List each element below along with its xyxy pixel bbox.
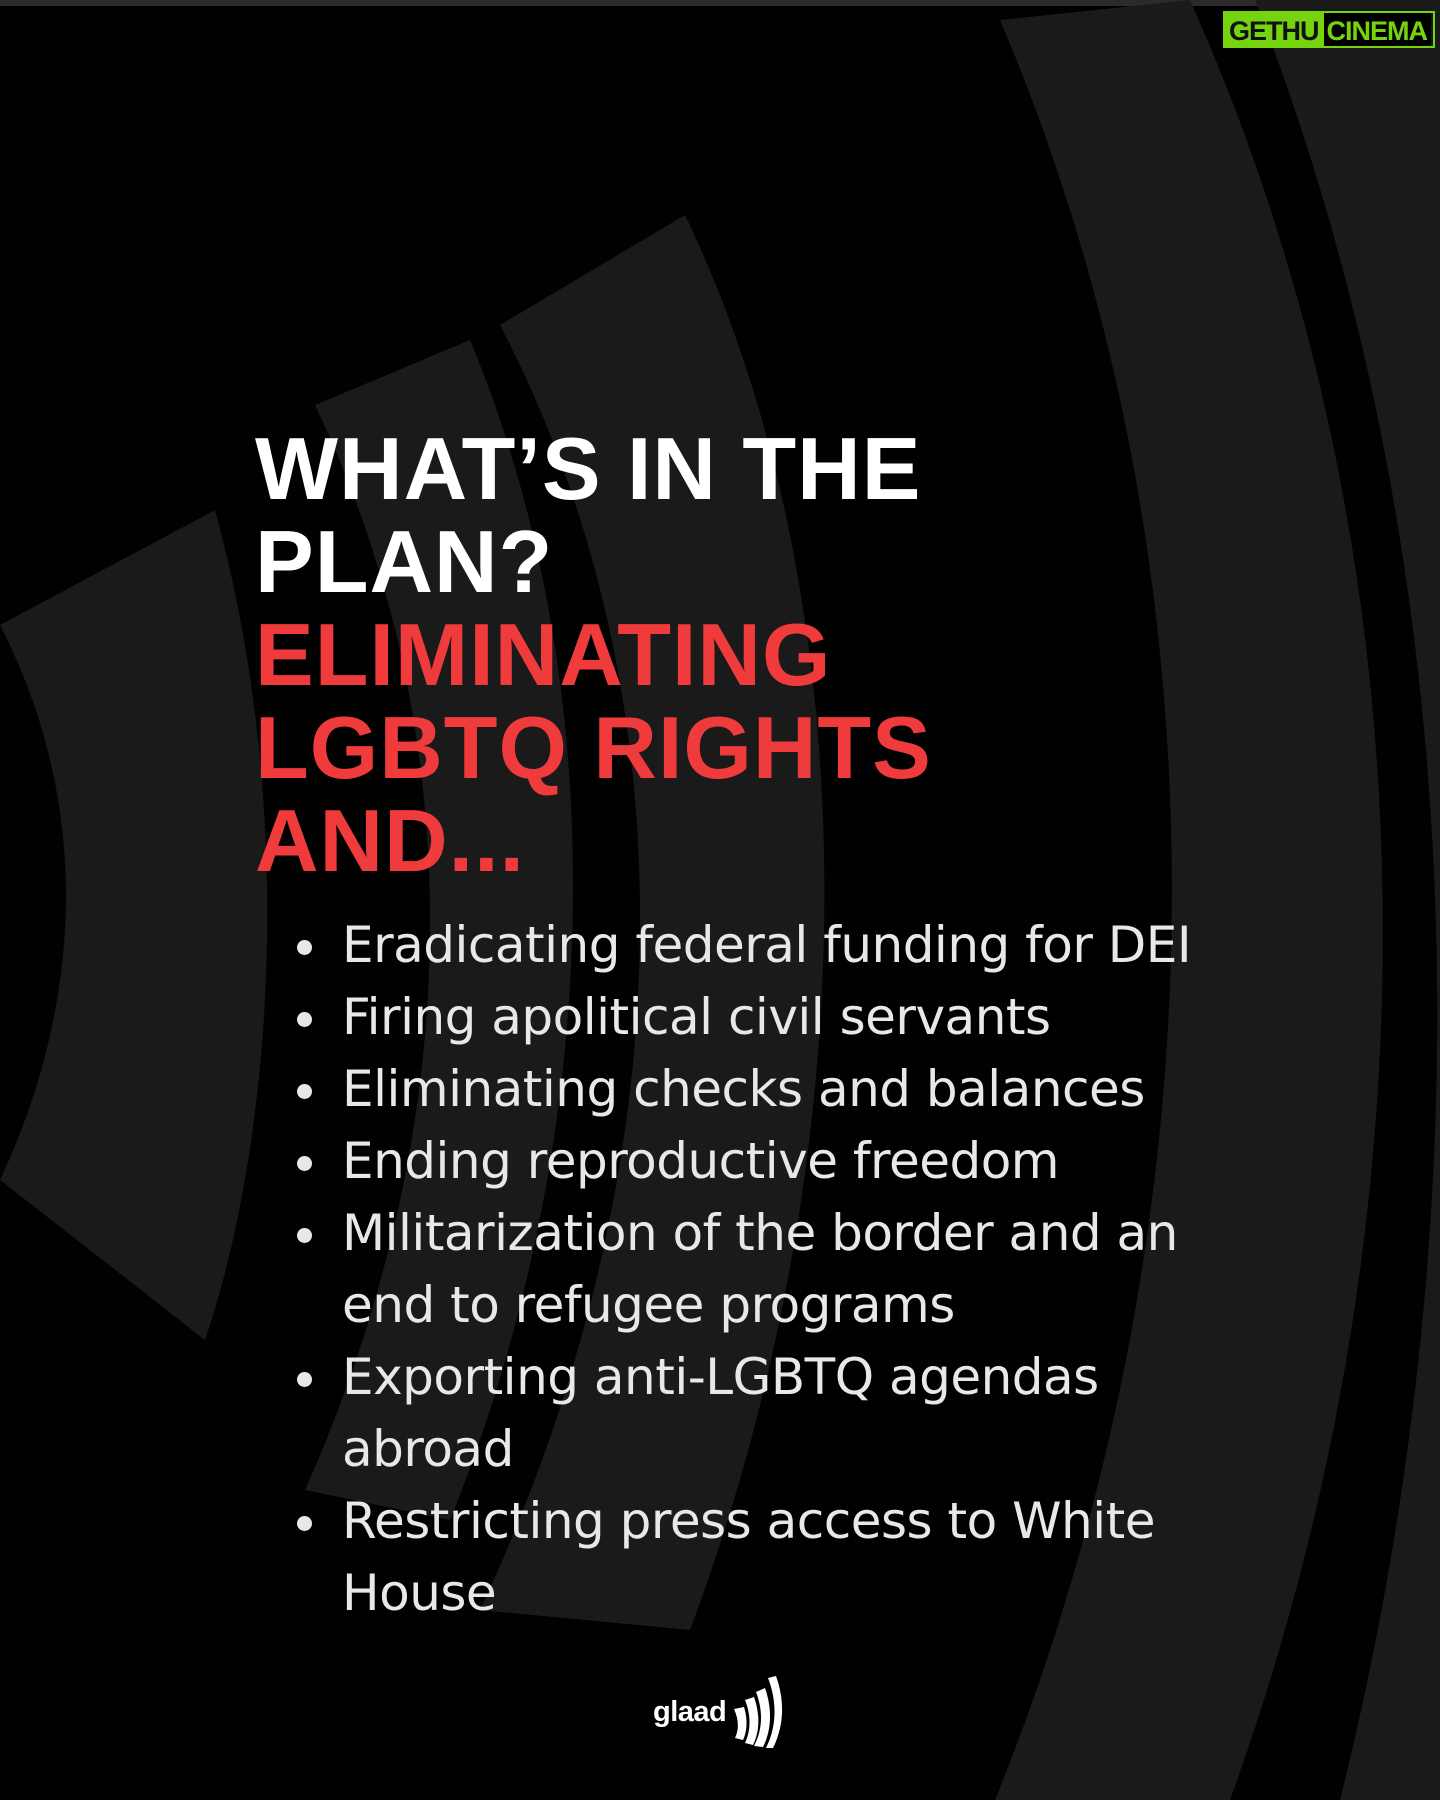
list-item: Firing apolitical civil servants: [297, 981, 1255, 1053]
headline-line-3: ELIMINATING: [255, 605, 832, 704]
arc-left: [0, 510, 267, 1340]
watermark-right: CINEMA: [1324, 13, 1432, 46]
glaad-mark-icon: [732, 1676, 784, 1748]
headline: [255, 419, 1255, 890]
headline-line-5: AND...: [255, 791, 525, 890]
watermark-badge: [1223, 11, 1435, 48]
glaad-logo: [653, 1676, 784, 1748]
list-item: Restricting press access to White House: [297, 1485, 1255, 1629]
list-item: Ending reproductive freedom: [297, 1125, 1255, 1197]
headline-line-1: WHAT’S IN THE: [255, 419, 922, 518]
main-content: [255, 419, 1255, 1629]
headline-line-2: PLAN?: [255, 512, 554, 611]
list-item: Exporting anti-LGBTQ agendas abroad: [297, 1341, 1255, 1485]
watermark-left: GETHU: [1225, 13, 1324, 46]
bullet-list: [255, 909, 1255, 1629]
headline-line-4: LGBTQ RIGHTS: [255, 698, 932, 797]
logo-text: glaad: [653, 1695, 727, 1728]
list-item: Eradicating federal funding for DEI: [297, 909, 1255, 981]
list-item: Militarization of the border and an end to refugee programs: [297, 1197, 1255, 1341]
list-item: Eliminating checks and balances: [297, 1053, 1255, 1125]
